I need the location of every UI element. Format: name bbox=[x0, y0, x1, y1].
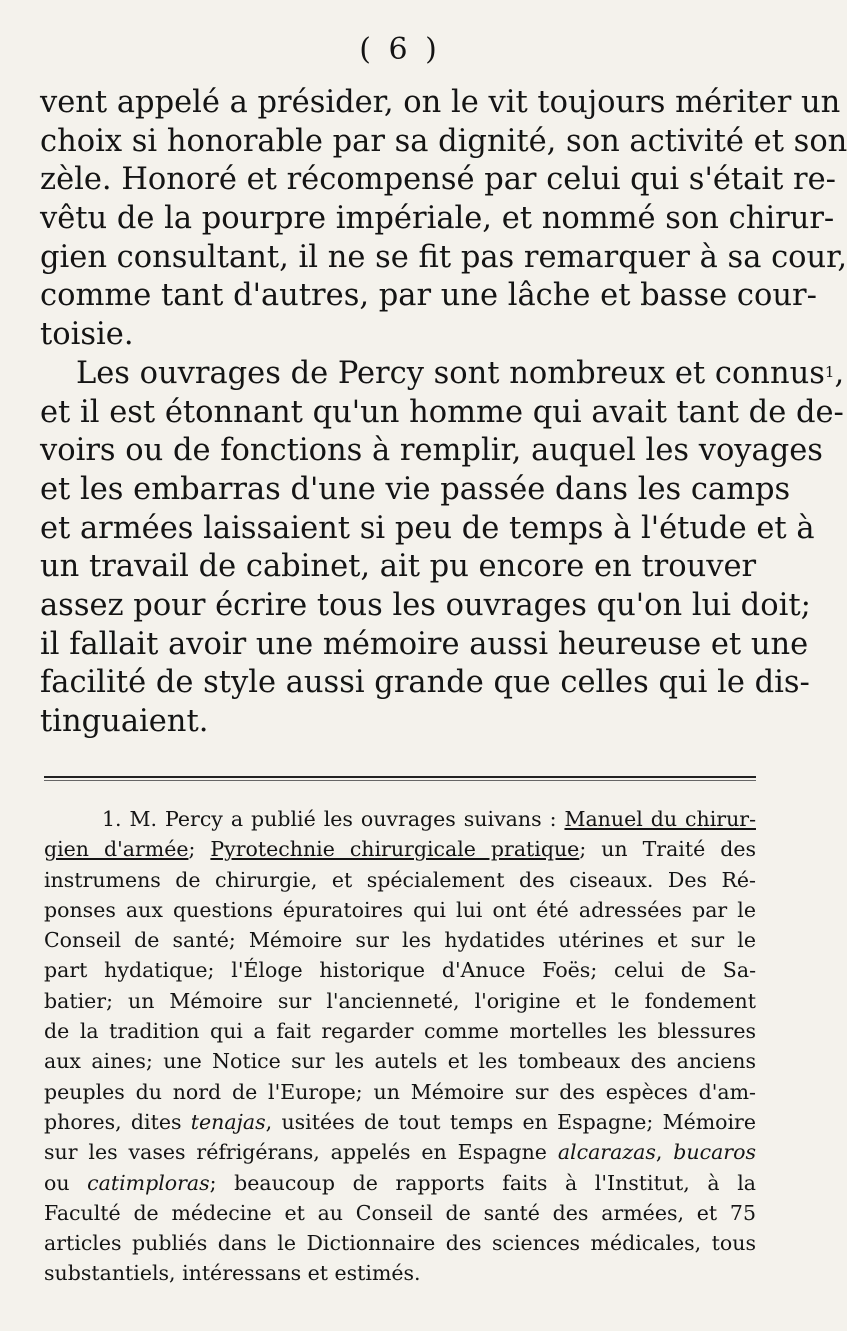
page-number: ( 6 ) bbox=[359, 32, 441, 67]
footnote-line: batier; un Mémoire sur l'ancienneté, l'origine et le fondement bbox=[44, 988, 756, 1013]
paragraph-start-line bbox=[40, 355, 845, 394]
text-line: vent appelé a présider, on le vit toujours mériter un bbox=[40, 85, 841, 120]
footnote-text: 1. M. Percy a publié les ouvrages suivans : bbox=[102, 807, 565, 831]
footnote-text: phores, dites bbox=[44, 1109, 191, 1134]
footnote-italic: alcarazas bbox=[557, 1140, 656, 1165]
text-line: un travail de cabinet, ait pu encore en trouver bbox=[40, 549, 757, 585]
text-line: et il est étonnant qu'un homme qui avait tant de de- bbox=[40, 394, 844, 430]
text-line: choix si honorable par sa dignité, son activité et son bbox=[40, 123, 847, 159]
text-line: comme tant d'autres, par une lâche et basse cour- bbox=[40, 278, 817, 314]
footnote-line: de la tradition qui a fait regarder comme mortelles les blessures bbox=[44, 1019, 756, 1044]
footnote-line: instrumens de chirurgie, et spécialement des ciseaux. Des Ré- bbox=[44, 867, 756, 892]
main-text bbox=[40, 84, 847, 742]
footnote-italic: bucaros bbox=[673, 1140, 756, 1165]
text-line: assez pour écrire tous les ouvrages qu'on lui doit; bbox=[40, 587, 811, 623]
footnote-line: substantiels, intéressans et estimés. bbox=[44, 1261, 421, 1286]
text-line: zèle. Honoré et récompensé par celui qui s'était re- bbox=[40, 162, 836, 198]
footnote-line bbox=[44, 1137, 756, 1167]
footnote-marker-comma: , bbox=[834, 355, 845, 391]
text-line: voirs ou de fonctions à remplir, auquel les voyages bbox=[40, 433, 823, 469]
footnote-title: gien d'armée bbox=[44, 837, 189, 862]
text-line: et armées laissaient si peu de temps à l'étude et à bbox=[40, 510, 815, 546]
footnote-title: Manuel du chirur- bbox=[564, 807, 756, 831]
text-line: vêtu de la pourpre impériale, et nommé son chirur- bbox=[40, 201, 835, 237]
footnote-line bbox=[44, 834, 756, 864]
footnote-text: , usitées de tout temps en Espagne; Mémoire bbox=[265, 1109, 756, 1134]
footnote-text: , bbox=[655, 1140, 674, 1165]
footnote-line: ponses aux questions épuratoires qui lui ont été adressées par le bbox=[44, 897, 756, 922]
footnote-line bbox=[44, 1107, 756, 1137]
footnote-text: ou bbox=[44, 1170, 88, 1195]
text-line: Les ouvrages de Percy sont nombreux et connus bbox=[76, 355, 825, 391]
footnote-line: part hydatique; l'Éloge historique d'Anuce Foës; celui de Sa- bbox=[44, 958, 756, 983]
text-line: gien consultant, il ne se fit pas remarquer à sa cour, bbox=[40, 239, 847, 275]
footnote-line: articles publiés dans le Dictionnaire des sciences médicales, tous bbox=[44, 1231, 756, 1256]
footnote-title: Pyrotechnie chirurgicale pratique bbox=[210, 837, 580, 862]
footnote-line bbox=[44, 1168, 756, 1198]
text-line: tinguaient. bbox=[40, 704, 209, 739]
footnote-line: Conseil de santé; Mémoire sur les hydatides utérines et sur le bbox=[44, 928, 756, 953]
footnote-line: Faculté de médecine et au Conseil de santé des armées, et 75 bbox=[44, 1200, 756, 1225]
footnote-separator-rule bbox=[44, 776, 756, 781]
footnote-italic: tenajas bbox=[190, 1109, 266, 1134]
text-line: facilité de style aussi grande que celles qui le dis- bbox=[40, 665, 810, 701]
text-line: toisie. bbox=[40, 317, 134, 353]
footnote-text: sur les vases réfrigérans, appelés en Espagne bbox=[44, 1140, 558, 1165]
footnote-marker: 1 bbox=[824, 362, 835, 381]
footnote-text: ; bbox=[188, 837, 211, 862]
footnote-line bbox=[44, 804, 756, 834]
text-line: et les embarras d'une vie passée dans les camps bbox=[40, 471, 791, 507]
footnote-line: peuples du nord de l'Europe; un Mémoire sur des espèces d'am- bbox=[44, 1079, 756, 1104]
footnote-italic: catimploras bbox=[87, 1170, 210, 1195]
footnote-text: ; beaucoup de rapports faits à l'Institut, à la bbox=[209, 1170, 757, 1195]
footnote-line: aux aines; une Notice sur les autels et les tombeaux des anciens bbox=[44, 1049, 756, 1074]
footnote bbox=[44, 804, 756, 1289]
text-line: il fallait avoir une mémoire aussi heureuse et une bbox=[40, 626, 809, 662]
footnote-text: ; un Traité des bbox=[579, 837, 756, 862]
